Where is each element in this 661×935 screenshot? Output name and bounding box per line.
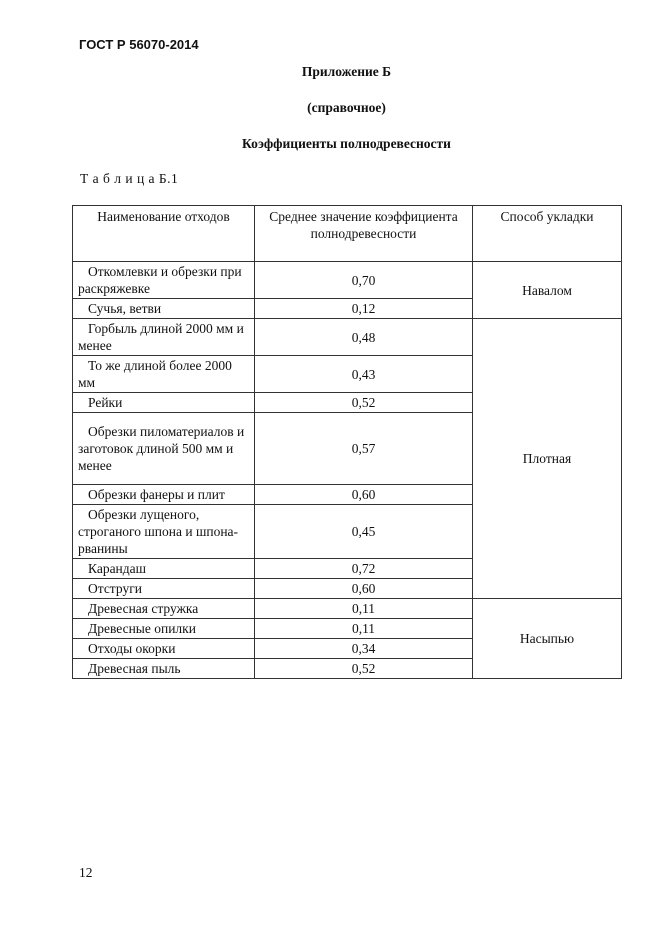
waste-name: Древесная стружка xyxy=(88,601,199,616)
stacking-method: Навалом xyxy=(473,262,622,319)
appendix-title: Приложение Б xyxy=(301,64,392,79)
coefficient-value: 0,11 xyxy=(255,619,473,639)
document-code: ГОСТ Р 56070-2014 xyxy=(79,37,199,52)
waste-name: Отструги xyxy=(88,581,142,596)
waste-name: Обрезки пиломатериалов и заготовок длиной 500 мм и менее xyxy=(78,424,245,473)
waste-name-cell xyxy=(73,485,255,505)
waste-name: Карандаш xyxy=(88,561,147,576)
coefficients-table xyxy=(72,205,622,679)
waste-name: Рейки xyxy=(88,395,123,410)
waste-name: Откомлевки и обрезки при раскряжевке xyxy=(78,264,242,296)
coefficient-value: 0,12 xyxy=(255,299,473,319)
waste-name-cell xyxy=(73,659,255,679)
table-header-row xyxy=(73,206,622,262)
waste-name: Древесная пыль xyxy=(88,661,181,676)
waste-name: Отходы окорки xyxy=(88,641,176,656)
coefficient-value: 0,34 xyxy=(255,639,473,659)
waste-name-cell xyxy=(73,299,255,319)
coefficient-value: 0,60 xyxy=(255,579,473,599)
waste-name-cell xyxy=(73,559,255,579)
coefficient-value: 0,43 xyxy=(255,356,473,393)
coefficient-value: 0,48 xyxy=(255,319,473,356)
table-row xyxy=(73,262,622,299)
waste-name: Древесные опилки xyxy=(88,621,196,636)
coefficient-value: 0,72 xyxy=(255,559,473,579)
waste-name: Обрезки лущеного, строганого шпона и шпона-рванины xyxy=(78,507,239,556)
column-header-coefficient: Среднее значение коэффициента полнодревесности xyxy=(255,206,473,262)
waste-name-cell xyxy=(73,262,255,299)
table-row xyxy=(73,599,622,619)
table-row xyxy=(73,319,622,356)
waste-name-cell xyxy=(73,639,255,659)
waste-name-cell xyxy=(73,579,255,599)
page-number: 12 xyxy=(79,865,93,880)
waste-name-cell xyxy=(73,505,255,559)
coefficient-value: 0,57 xyxy=(255,413,473,485)
coefficient-value: 0,45 xyxy=(255,505,473,559)
coefficient-value: 0,52 xyxy=(255,393,473,413)
stacking-method: Насыпью xyxy=(473,599,622,679)
waste-name-cell xyxy=(73,319,255,356)
section-title: Коэффициенты полнодревесности xyxy=(242,136,451,151)
coefficient-value: 0,52 xyxy=(255,659,473,679)
coefficient-value: 0,60 xyxy=(255,485,473,505)
waste-name: То же длиной более 2000 мм xyxy=(78,358,232,390)
appendix-type: (справочное) xyxy=(307,100,386,115)
waste-name: Обрезки фанеры и плит xyxy=(88,487,225,502)
column-header-waste-name: Наименование отходов xyxy=(73,206,255,262)
waste-name-cell xyxy=(73,599,255,619)
waste-name: Сучья, ветви xyxy=(88,301,162,316)
table-caption: Т а б л и ц а Б.1 xyxy=(80,171,179,186)
waste-name-cell xyxy=(73,393,255,413)
column-header-stacking-method: Способ укладки xyxy=(473,206,622,262)
waste-name: Горбыль длиной 2000 мм и менее xyxy=(78,321,244,353)
table-body xyxy=(73,262,622,679)
coefficient-value: 0,70 xyxy=(255,262,473,299)
stacking-method: Плотная xyxy=(473,319,622,599)
waste-name-cell xyxy=(73,619,255,639)
waste-name-cell xyxy=(73,413,255,485)
coefficient-value: 0,11 xyxy=(255,599,473,619)
waste-name-cell xyxy=(73,356,255,393)
